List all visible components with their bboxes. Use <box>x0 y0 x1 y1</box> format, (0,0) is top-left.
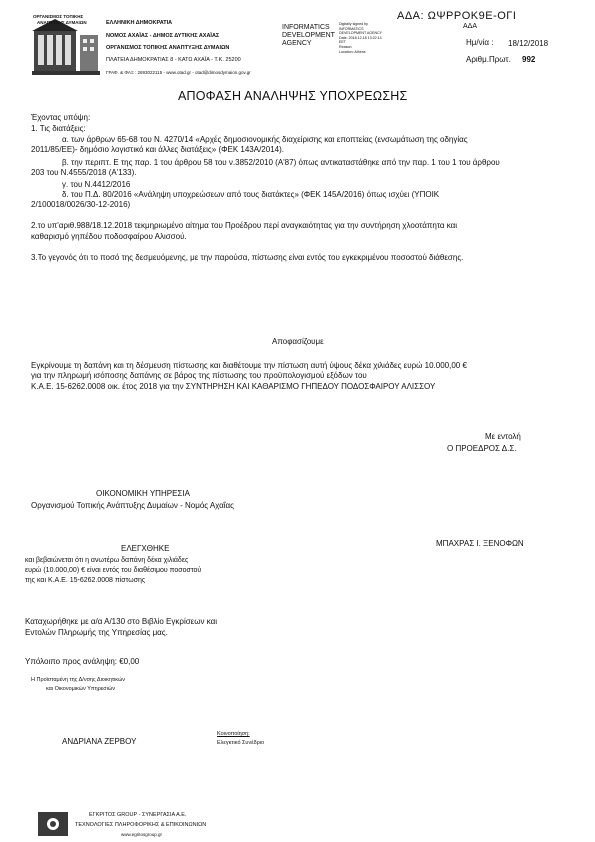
agency-line-1: INFORMATICS <box>282 24 330 31</box>
registered-line-2: Εντολών Πληρωμής της Υπηρεσίας μας. <box>25 628 168 637</box>
ada-small: ΑΔΑ <box>463 23 478 30</box>
footer-line-1: ΕΓΚΡΙΤΟΣ GROUP - ΣΥΝΕΡΓΑΣΙΑ Α.Ε. <box>89 812 187 818</box>
checked-line-1: και βεβαιώνεται ότι η ανωτέρω δαπάνη δέκα χιλιάδες <box>25 557 189 564</box>
signature-detail-line: EET <box>339 40 346 45</box>
registered-line-1: Καταχωρήθηκε με α/α Α/130 στο Βιβλίο Εγκρίσεων και <box>25 617 217 626</box>
finance-org: Οργανισμού Τοπικής Ανάπτυξης Δυμαίων - Νομός Αχαΐας <box>31 501 234 510</box>
header-line-4: ΠΛΑΤΕΙΑ ΔΗΜΟΚΡΑΤΙΑΣ 8 - ΚΑΤΩ ΑΧΑΪΑ - Τ.Κ. 25200 <box>106 57 241 63</box>
signature-detail-line: DEVELOPMENT AGENCY <box>339 31 383 36</box>
ada-code: ΑΔΑ: ΩΨΡΡΟΚ9Ε-ΟΓΙ <box>397 10 517 22</box>
organization-logo <box>32 17 100 75</box>
digital-signature-details <box>339 22 382 54</box>
date-label: Ημ/νία : <box>466 38 494 47</box>
provision-d-line-2: 2/100018/0026/30-12-2016) <box>31 200 131 209</box>
notify-value: Ελεγκτικό Συνέδριο <box>217 740 265 746</box>
head-title-line-1: Η Προϊσταμένη της Δ/νσης Διοικητικών <box>31 677 126 683</box>
provision-d-line-1: δ. του Π.Δ. 80/2016 «Ανάληψη υποχρεώσεων από τους διατάκτες» (ΦΕΚ 145Α/2016) όπως ισχύει (ΥΠΟΙΚ <box>62 190 440 199</box>
decision-heading: Αποφασίζουμε <box>272 337 324 346</box>
finance-service: ΟΙΚΟΝΟΜΙΚΗ ΥΠΗΡΕΣΙΑ <box>96 489 190 498</box>
order-text: Με εντολή <box>485 432 521 441</box>
notify-label: Κοινοποίηση: <box>217 731 250 737</box>
president-name: ΜΠΑΧΡΑΣ Ι. ΞΕΝΟΦΩΝ <box>436 539 524 548</box>
point-2-line-2: καθαρισμό γηπέδου ποδοσφαίρου Αλισσού. <box>31 232 187 241</box>
decision-line-2: για την πληρωμή ισόποσης δαπάνης σε βάρος της πίστωσης του προϋπολογισμού εξόδων του <box>31 371 367 380</box>
head-title-line-2: και Οικονομικών Υπηρεσιών <box>46 686 115 692</box>
provision-b-line-1: β. την περιπτ. Ε της παρ. 1 του άρθρου 58 του ν.3852/2010 (Α'87) όπως αντικαταστάθηκε από την παρ. 1 του 1 του άρθρου <box>62 158 500 167</box>
footer-line-2: ΤΕΧΝΟΛΟΓΙΕΣ ΠΛΗΡΟΦΟΡΙΚΗΣ & ΕΠΙΚΟΙΝΩΝΙΩΝ <box>75 822 207 828</box>
agency-line-3: AGENCY <box>282 40 312 47</box>
checked-line-3: της και Κ.Α.Ε. 15-6262.0008 πίστωσης <box>25 577 146 584</box>
protocol-value: 992 <box>522 55 536 64</box>
head-name: ΑΝΔΡΙΑΝΑ ΖΕΡΒΟΥ <box>62 737 137 746</box>
checked-heading: ΕΛΕΓΧΘΗΚΕ <box>121 544 170 553</box>
checked-line-2: ευρώ (10.000,00) € είναι εντός του διαθέσιμου ποσοστού <box>25 567 202 574</box>
agency-line-2: DEVELOPMENT <box>282 32 335 39</box>
signature-detail-line: Location: Athens <box>339 49 366 54</box>
provisions-heading: 1. Τις διατάξεις: <box>31 124 86 133</box>
provision-a-line-1: α. των άρθρων 65-68 του Ν. 4270/14 «Αρχές δημοσιονομικής διαχείρισης και εποπτείας (ενσωμάτωση της οδηγίας <box>62 135 468 144</box>
provision-b-line-2: 203 του Ν.4555/2018 (Α'133). <box>31 168 137 177</box>
header-line-3: ΟΡΓΑΝΙΣΜΟΣ ΤΟΠΙΚΗΣ ΑΝΑΠΤΥΞΗΣ ΔΥΜΑΙΩΝ <box>106 45 230 51</box>
provision-a-line-2: 2011/85/ΕΕ)- δημόσιο λογιστικό και άλλες διατάξεις» (ΦΕΚ 143Α/2014). <box>31 145 284 154</box>
header-line-2: ΝΟΜΟΣ ΑΧΑΪΑΣ - ΔΗΜΟΣ ΔΥΤΙΚΗΣ ΑΧΑΪΑΣ <box>106 33 220 39</box>
point-3: 3.Το γεγονός ότι το ποσό της δεσμευόμενης, με την παρούσα, πίστωσης είναι εντός του εγκεκριμένου ποσοστού διάθεσης. <box>31 253 464 262</box>
provision-c: γ. του Ν.4412/2016 <box>62 180 131 189</box>
page-title: ΑΠΟΦΑΣΗ ΑΝΑΛΗΨΗΣ ΥΠΟΧΡΕΩΣΗΣ <box>178 89 408 103</box>
signature-detail-line: Digitally signed by <box>339 22 368 26</box>
logo-caption-1: ΟΡΓΑΝΙΣΜΟΣ ΤΟΠΙΚΗΣ <box>33 14 84 19</box>
signature-detail-line: INFORMATICS <box>339 26 364 31</box>
footer-logo <box>38 812 68 836</box>
remaining-balance: Υπόλοιπο προς ανάληψη: €0,00 <box>25 657 140 666</box>
intro-text: Έχοντας υπόψη: <box>31 113 91 122</box>
header-line-5: ΓΡΑΦ. & ΦΑΞ : 2693022115 - www.otad.gr - otad@dimosdymaion.gov.gr <box>106 70 251 75</box>
footer-line-3: www.egritosgroup.gr <box>121 832 163 837</box>
decision-line-3: Κ.Α.Ε. 15-6262.0008 οικ. έτος 2018 για την ΣΥΝΤΗΡΗΣΗ ΚΑΙ ΚΑΘΑΡΙΣΜΟ ΓΗΠΕΔΟΥ ΠΟΔΟΣΦΑΙΡΟΥ ΑΛΙΣΣΟΥ <box>31 382 436 391</box>
signature-detail-line: Date: 2018.12.18 13:22:14 <box>339 35 382 40</box>
logo-caption-2: ΑΝΑΠΤΥΞΗΣ ΔΥΜΑΙΩΝ <box>37 20 87 25</box>
date-value: 18/12/2018 <box>508 39 549 48</box>
signature-detail-line: Reason: <box>339 44 353 49</box>
point-2-line-1: 2.το υπ'αριθ.988/18.12.2018 τεκμηριωμένο αίτημα του Προέδρου περί αναγκαιότητας για την συντήρηση χλοοτάπητα και <box>31 221 458 230</box>
header-line-1: ΕΛΛΗΝΙΚΗ ΔΗΜΟΚΡΑΤΙΑ <box>106 20 173 26</box>
decision-line-1: Εγκρίνουμε τη δαπάνη και τη δέσμευση πίστωσης και διαθέτουμε την πίστωση αυτή ύψους δέκα χιλιάδες ευρώ 10.000,00 € <box>31 361 467 370</box>
protocol-label: Αριθμ.Πρωτ. <box>466 55 511 64</box>
president-title: Ο ΠΡΟΕΔΡΟΣ Δ.Σ. <box>447 444 517 453</box>
